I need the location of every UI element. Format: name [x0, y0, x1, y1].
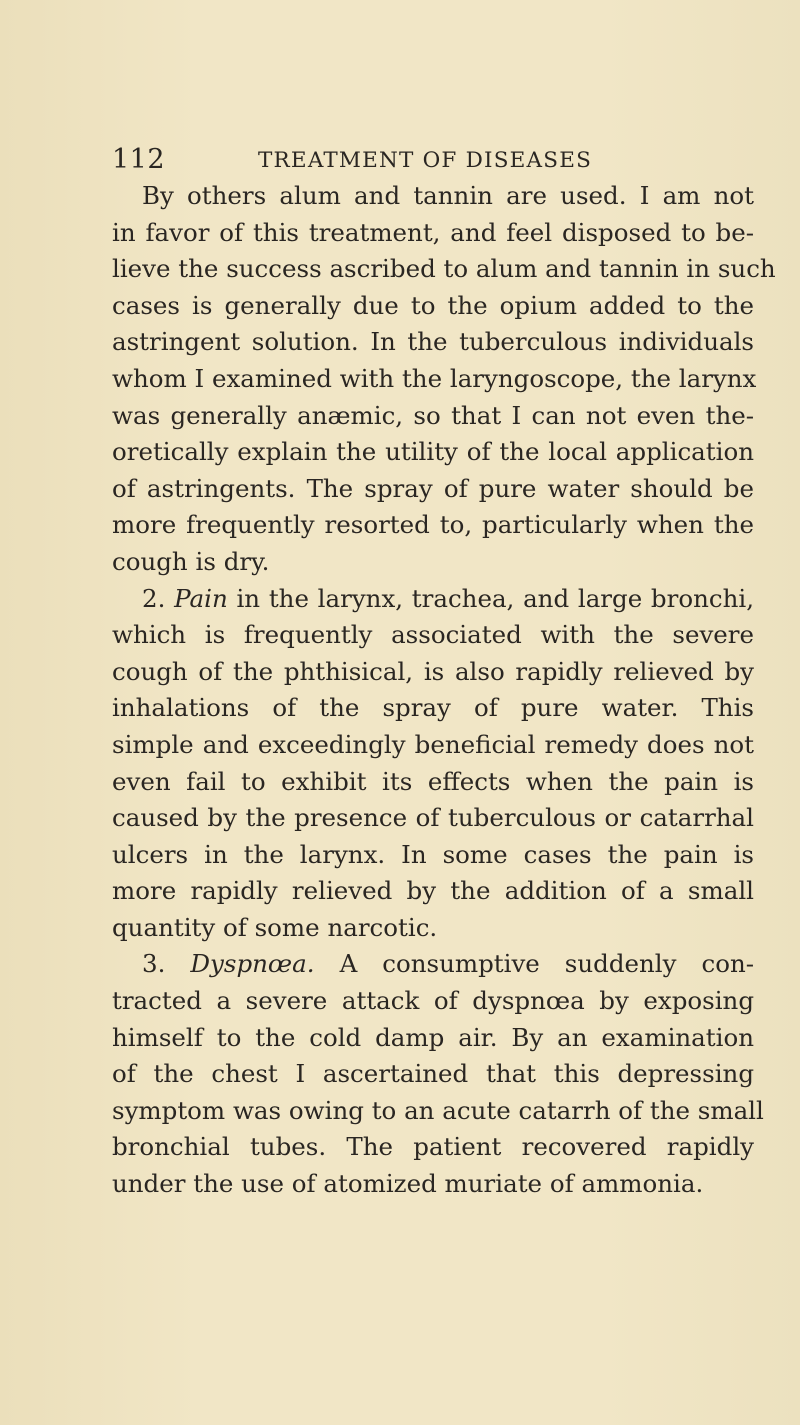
text-line: of the chest I ascertained that this depressing — [112, 1059, 754, 1089]
text-line: inhalations of the spray of pure water. This — [112, 693, 754, 723]
text-line: even fail to exhibit its effects when the pain is — [112, 766, 754, 796]
section-number: 3. — [142, 949, 166, 979]
text-line: tracted a severe attack of dyspnœa by exposing — [112, 986, 754, 1016]
text-line: cough of the phthisical, is also rapidly relieved by — [112, 656, 754, 686]
text-line: more frequently resorted to, particularly when the — [112, 510, 754, 540]
text-line: whom I examined with the laryngoscope, the larynx — [112, 363, 757, 393]
text-line: oretically explain the utility of the local application — [112, 437, 754, 467]
text-line: under the use of atomized muriate of ammonia. — [112, 1169, 704, 1199]
section-2-first-line — [112, 581, 754, 618]
text-line: astringent solution. In the tuberculous individuals — [112, 327, 754, 357]
text-line: more rapidly relieved by the addition of a small — [112, 876, 754, 906]
text-line: By others alum and tannin are used. I am not — [142, 181, 754, 210]
text-line: caused by the presence of tuberculous or catarrhal — [112, 803, 754, 833]
text-line: was generally anæmic, so that I can not even the- — [112, 400, 754, 430]
text-line: himself to the cold damp air. By an examination — [112, 1022, 754, 1052]
page-number: 112 — [112, 144, 166, 175]
text-line: simple and exceedingly beneficial remedy does not — [112, 729, 754, 759]
text-line: which is frequently associated with the severe — [112, 620, 754, 650]
text-line: symptom was owing to an acute catarrh of the small — [112, 1095, 764, 1125]
section-heading: Pain — [174, 583, 228, 613]
text-line: bronchial tubes. The patient recovered rapidly — [112, 1132, 754, 1162]
section-first-line-text: A consumptive suddenly con- — [339, 949, 754, 979]
running-title: TREATMENT OF DISEASES — [258, 148, 593, 173]
section-heading: Dyspnœa. — [190, 949, 315, 979]
text-line: cough is dry. — [112, 546, 270, 576]
text-line: ulcers in the larynx. In some cases the pain is — [112, 839, 754, 869]
text-line: lieve the success ascribed to alum and tannin in such — [112, 254, 776, 284]
text-line: in favor of this treatment, and feel disposed to be- — [112, 217, 754, 247]
text-line: quantity of some narcotic. — [112, 912, 438, 942]
body-text — [112, 178, 776, 1203]
text-line: of astringents. The spray of pure water should be — [112, 473, 754, 503]
section-3-first-line — [112, 946, 754, 983]
section-first-line-text: in the larynx, trachea, and large bronchi, — [236, 583, 754, 613]
text-line: cases is generally due to the opium added to the — [112, 290, 754, 320]
section-number: 2. — [142, 583, 166, 613]
